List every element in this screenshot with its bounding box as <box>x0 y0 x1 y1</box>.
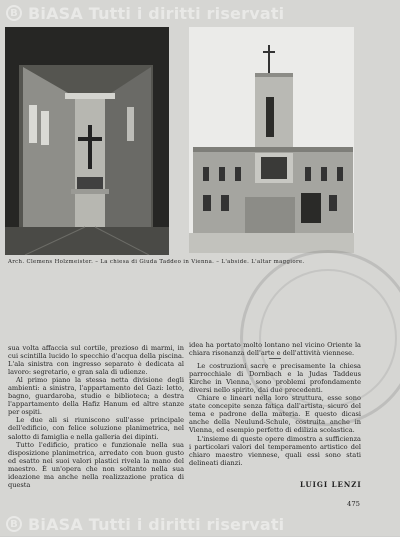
church-exterior-illustration <box>189 27 354 253</box>
church-exterior-photo <box>189 27 354 253</box>
watermark-text: BiASA Tutti i diritti riservati <box>28 514 285 534</box>
left-text-column <box>8 344 184 489</box>
watermark-top <box>0 0 400 26</box>
watermark-text: BiASA Tutti i diritti riservati <box>28 3 285 23</box>
paragraph: L'insieme di queste opere dimostra a sufficienza i particolari valori del temperamento artistico del chiaro maestro viennese, quali essi sono stati delineati dianzi. <box>189 434 361 467</box>
article-author: LUIGI LENZI <box>300 480 362 489</box>
paragraph: Le costruzioni sacre e precisamente la chiesa parrocchiale di Dornbach e la Judas Taddeus Kirche in Vienna, sono problemi profondamente diversi nello spirito, dai due precedenti. <box>189 362 361 395</box>
paragraph: Tutto l'edificio, pratico e funzionale nella sua disposizione planimetrica, arredato con buon gusto ed esatto nei suoi valori plastici rivela la mano del maestro. È un'opera che non soltanto nella sua ideazione ma anche nella realizzazione pratica di questa <box>8 440 184 489</box>
paragraph: Le due ali si riuniscono sull'asse principale dell'edificio, con felice soluzione planimetrica, nel salotto di famiglia e nella galleria dei dipinti. <box>8 416 184 441</box>
photo-caption <box>8 259 393 265</box>
paragraph: sua volta affaccia sul cortile, prezioso di marmi, in cui scintilla lucido lo specchio d'acqua della piscina. L'ala sinistra con ingresso separato è dedicata al lavoro: segretario, e gran sala di udienze. <box>8 344 184 377</box>
right-text-column <box>189 341 361 467</box>
paragraph: idea ha portato molto lontano nel vicino Oriente la chiara risonanza dell'arte e dell'attività viennese. <box>189 341 361 358</box>
watermark-bottom <box>0 511 400 537</box>
biasa-logo-icon: B <box>6 516 22 532</box>
caption-description: – La chiesa di Giuda Taddeo in Vienna. – L'abside. L'altar maggiore. <box>95 259 305 265</box>
biasa-logo-icon: B <box>6 5 22 21</box>
caption-author: Arch. Clemens Holzmeister. <box>8 259 94 265</box>
paragraph: Al primo piano la stessa netta divisione degli ambienti: a sinistra, l'appartamento del Gazi: letto, bagno, guardaroba, studio e biblioteca; a destra l'appartamento della Hafiz Hanum ed altre stanze per ospiti. <box>8 376 184 417</box>
church-interior-illustration <box>5 27 169 255</box>
church-interior-photo <box>5 27 169 255</box>
page-number: 475 <box>347 500 360 508</box>
paragraph: Chiare e lineari nella loro struttura, esse sono state concepite senza fatica dall'artista, sicuro del tema e padrone della materia. E questo dicasi anche della Neulund-Schule, costruita anche in Vienna, ed esempio perfetto di edilizia scolastica. <box>189 394 361 435</box>
section-divider <box>269 358 281 359</box>
